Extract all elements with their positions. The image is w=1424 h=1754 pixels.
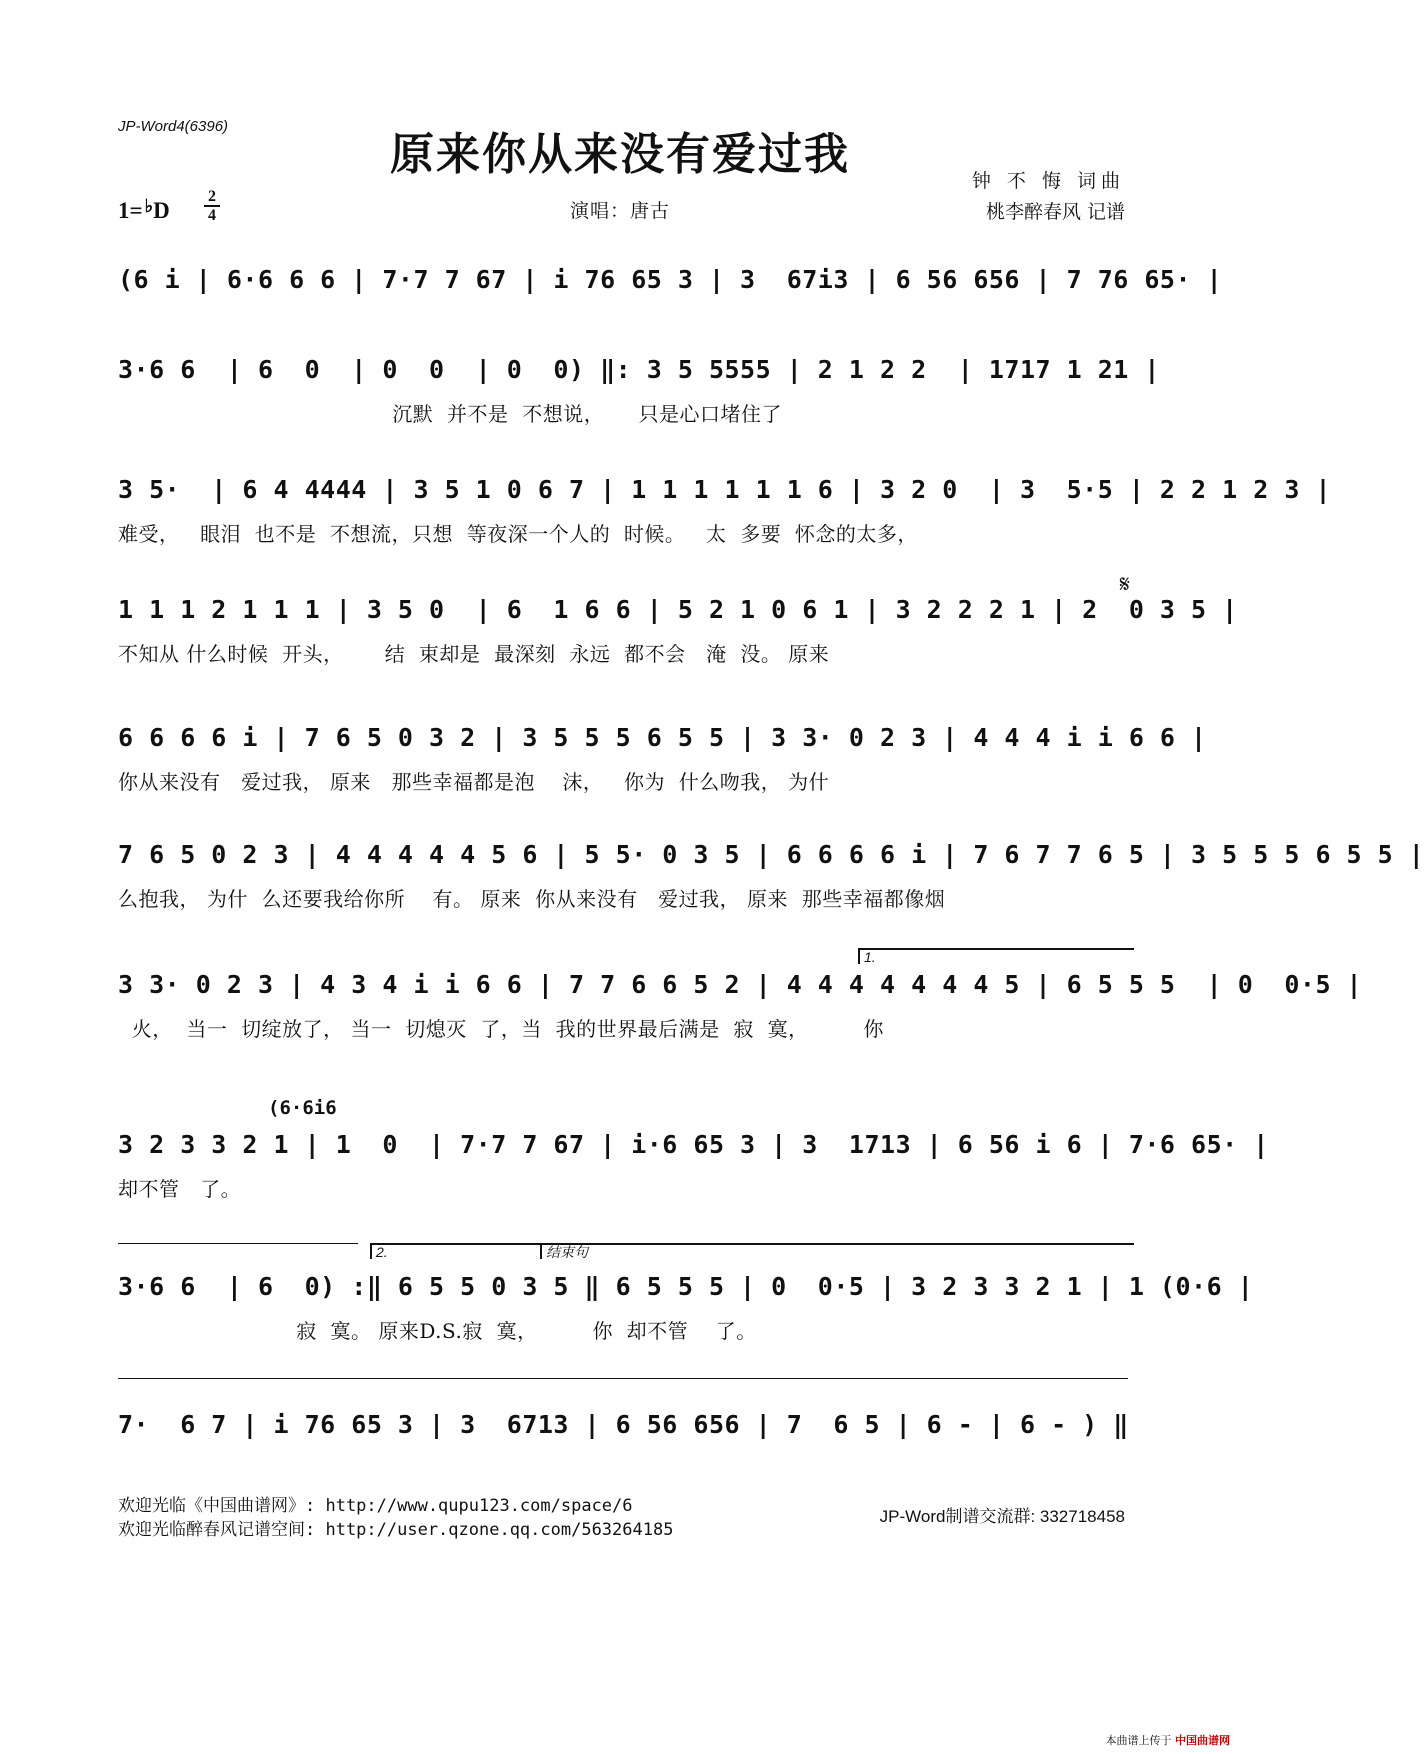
notes: 3 3· 0 2 3 | 4 3 4 i i 6 6 | 7 7 6 6 5 2 | 4 4 4 4 4 4 4 5 | 6 5 5 5 | 0 0·5 |: [118, 970, 1363, 999]
footer-group: JP-Word制谱交流群: 332718458: [879, 1507, 1125, 1526]
lyrics: 么抱我， 为什 么还要我给你所 有。 原来 你从来没有 爱过我， 原来 那些幸福都像烟: [118, 887, 946, 911]
singer: 演唱：唐古: [569, 200, 670, 222]
notes: 6 6 6 6 i | 7 6 5 0 3 2 | 3 5 5 5 6 5 5 | 3 3· 0 2 3 | 4 4 4 i i 6 6 |: [118, 723, 1207, 752]
notes: 3 5· | 6 4 4444 | 3 5 1 0 6 7 | 1 1 1 1 1 1 6 | 3 2 0 | 3 5·5 | 2 2 1 2 3 |: [118, 475, 1331, 504]
time-numerator: 2: [204, 188, 220, 207]
score-line-9: [118, 1272, 1254, 1344]
notes: 3·6 6 | 6 0 | 0 0 | 0 0) ‖: 3 5 5555 | 2 1 2 2 | 1717 1 21 |: [118, 355, 1160, 384]
song-title: 原来你从来没有爱过我: [390, 129, 850, 180]
upload-text: 本曲谱上传于: [1105, 1734, 1172, 1747]
lyrics: 难受， 眼泪 也不是 不想流，只想 等夜深一个人的 时候。 太 多要 怀念的太多，: [118, 522, 918, 546]
lyrics: 火， 当一 切绽放了， 当一 切熄灭 了，当 我的世界最后满是 寂 寞， 你: [118, 1017, 884, 1041]
key-note: D: [153, 198, 170, 223]
footer-links: [118, 1494, 673, 1542]
coda-bracket: [118, 1378, 1128, 1379]
segno-sign: 𝄋: [1119, 570, 1130, 598]
key-prefix: 1=: [118, 198, 143, 223]
notes: 1 1 1 2 1 1 1 | 3 5 0 | 6 1 6 6 | 5 2 1 0 6 1 | 3 2 2 2 1 | 2 0 3 5 |: [118, 595, 1238, 624]
notes: (6 i | 6·6 6 6 | 7·7 7 67 | i 76 65 3 | 3 67i3 | 6 56 656 | 7 76 65· |: [118, 265, 1223, 294]
score-line-2: [118, 355, 1160, 427]
upload-note: [1106, 1732, 1231, 1748]
score-line-3: [118, 475, 1331, 547]
score-line-7: [118, 970, 1363, 1042]
time-signature: [204, 188, 220, 224]
score-line-1: [118, 265, 1223, 294]
footer-link-2: 欢迎光临醉春风记谱空间: http://user.qzone.qq.com/563264185: [118, 1520, 674, 1540]
composer-credit: 钟 不 悔 词曲: [971, 170, 1125, 192]
alternate-passage: (6·6i6: [268, 1097, 337, 1119]
lyrics: 寂 寞。 原来D.S.寂 寞， 你 却不管 了。: [118, 1319, 757, 1343]
lyrics: 却不管 了。: [118, 1177, 242, 1201]
first-ending: 1.: [858, 948, 1134, 964]
notes: 7· 6 7 | i 76 65 3 | 3 6713 | 6 56 656 | 7 6 5 | 6 - | 6 - ) ‖: [118, 1410, 1129, 1439]
score-line-5: [118, 723, 1207, 795]
flat-symbol: ♭: [144, 196, 154, 216]
key-signature: [118, 188, 216, 224]
second-ending: 2.: [370, 1243, 546, 1259]
time-denominator: 4: [208, 207, 216, 224]
notes: 3·6 6 | 6 0) :‖ 6 5 5 0 3 5 ‖ 6 5 5 5 | 0 0·5 | 3 2 3 3 2 1 | 1 (0·6 |: [118, 1272, 1254, 1301]
score-line-6: [118, 840, 1424, 912]
notes: 3 2 3 3 2 1 | 1 0 | 7·7 7 67 | i·6 65 3 | 3 1713 | 6 56 i 6 | 7·6 65· |: [118, 1130, 1269, 1159]
lyrics: 你从来没有 爱过我， 原来 那些幸福都是泡 沫， 你为 什么吻我， 为什: [118, 770, 830, 794]
lyrics: 沉默 并不是 不想说， 只是心口堵住了: [118, 402, 783, 426]
coda-section: 结束句: [540, 1243, 1134, 1259]
score-line-8: [118, 1130, 1269, 1202]
site-logo: 中国曲谱网: [1175, 1734, 1230, 1747]
footer-link-1: 欢迎光临《中国曲谱网》: http://www.qupu123.com/space/6: [118, 1496, 633, 1516]
lyrics: 不知从 什么时候 开头， 结 束却是 最深刻 永远 都不会 淹 没。 原来: [118, 642, 830, 666]
repeat-bracket: [118, 1243, 358, 1244]
transcriber-credit: 桃李醉春风 记谱: [985, 201, 1125, 223]
software-version: JP-Word4(6396): [118, 118, 229, 135]
score-line-10: [118, 1410, 1128, 1439]
notes: 7 6 5 0 2 3 | 4 4 4 4 4 5 6 | 5 5· 0 3 5 | 6 6 6 6 i | 7 6 7 7 6 5 | 3 5 5 5 6 5 5 |: [118, 840, 1424, 869]
score-line-4: [118, 595, 1238, 667]
